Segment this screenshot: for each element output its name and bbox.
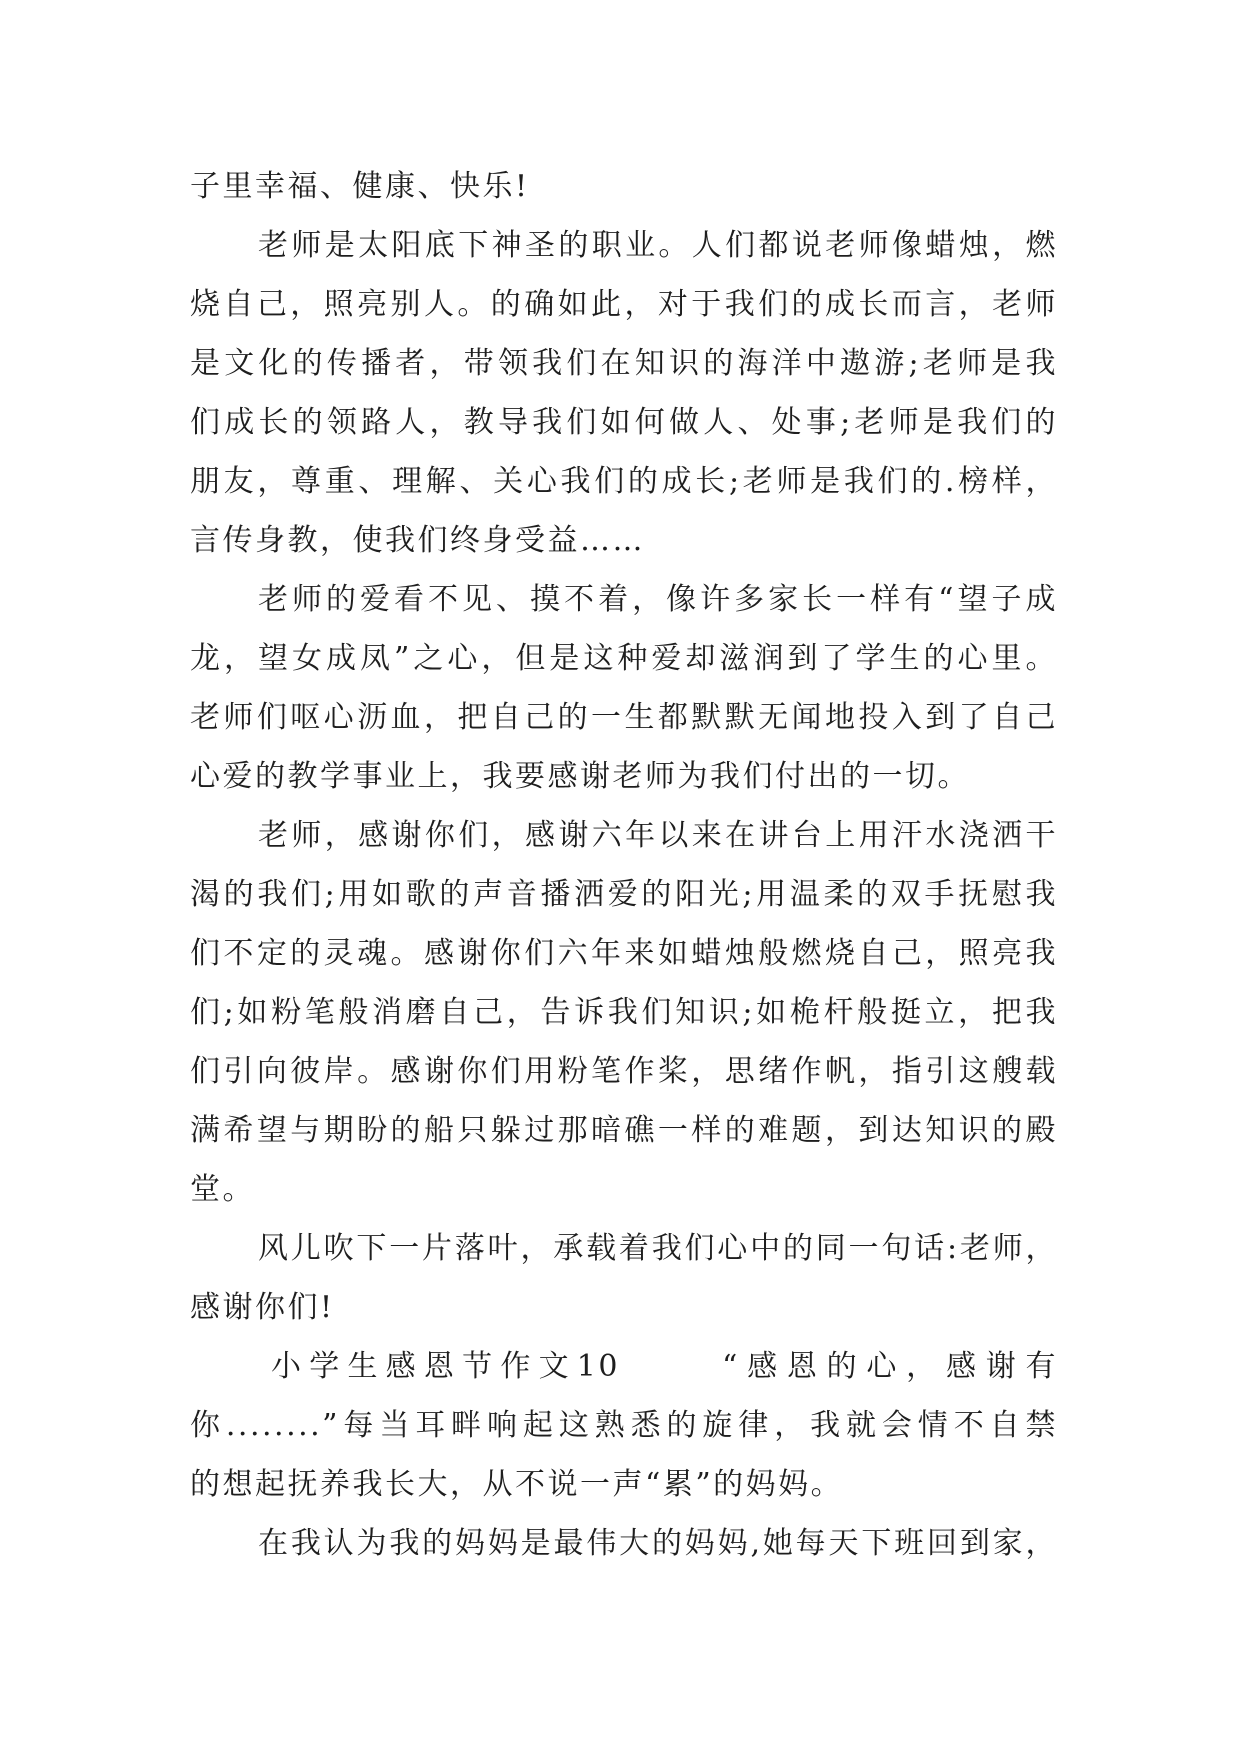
essay-title-line bbox=[190, 1337, 1058, 1396]
paragraph-line: 在我认为我的妈妈是最伟大的妈妈,她每天下班回到家， bbox=[258, 1526, 1058, 1561]
paragraph-line: 风儿吹下一片落叶，承载着我们心中的同一句话:老师， bbox=[258, 1231, 1058, 1266]
paragraph-line: 老师们呕心沥血，把自己的一生都默默无闻地投入到了自己 bbox=[190, 700, 1058, 735]
paragraph-line: 烧自己，照亮别人。的确如此，对于我们的成长而言，老师 bbox=[190, 287, 1058, 322]
paragraph-line: 你........”每当耳畔响起这熟悉的旋律，我就会情不自禁 bbox=[190, 1408, 1058, 1443]
paragraph-line: 的想起抚养我长大，从不说一声“累”的妈妈。 bbox=[190, 1467, 844, 1502]
paragraph-line: 老师，感谢你们，感谢六年以来在讲台上用汗水浇洒干 bbox=[258, 818, 1058, 853]
paragraph-continuation bbox=[190, 157, 1058, 216]
document-body bbox=[190, 157, 1058, 1573]
paragraph-line: 朋友，尊重、理解、关心我们的成长;老师是我们的.榜样， bbox=[190, 464, 1058, 499]
paragraph-thanks-teachers bbox=[190, 806, 1058, 1219]
paragraph-line: 老师是太阳底下神圣的职业。人们都说老师像蜡烛，燃 bbox=[258, 228, 1058, 263]
paragraph-line: 们成长的领路人，教导我们如何做人、处事;老师是我们的 bbox=[190, 405, 1058, 440]
paragraph-line: 心爱的教学事业上，我要感谢老师为我们付出的一切。 bbox=[190, 759, 970, 794]
paragraph-line: 老师的爱看不见、摸不着，像许多家长一样有“望子成 bbox=[258, 582, 1058, 617]
paragraph-line: 们;如粉笔般消磨自己，告诉我们知识;如桅杆般挺立，把我 bbox=[190, 995, 1058, 1030]
paragraph-teacher-love bbox=[190, 570, 1058, 806]
paragraph-falling-leaf bbox=[190, 1219, 1058, 1337]
paragraph-line: “感恩的心，感谢有 bbox=[722, 1349, 1058, 1384]
paragraph-line: 子里幸福、健康、快乐! bbox=[190, 169, 530, 204]
paragraph-line: 龙，望女成凤”之心，但是这种爱却滋润到了学生的心里。 bbox=[190, 641, 1058, 676]
paragraph-line: 言传身教，使我们终身受益…… bbox=[190, 523, 645, 558]
paragraph-line: 堂。 bbox=[190, 1172, 255, 1207]
paragraph-line: 是文化的传播者，带领我们在知识的海洋中遨游;老师是我 bbox=[190, 346, 1058, 381]
paragraph-line: 们不定的灵魂。感谢你们六年来如蜡烛般燃烧自己，照亮我 bbox=[190, 936, 1058, 971]
paragraph-line: 渴的我们;用如歌的声音播洒爱的阳光;用温柔的双手抚慰我 bbox=[190, 877, 1058, 912]
paragraph-essay-10 bbox=[190, 1337, 1058, 1514]
essay-title: 小学生感恩节作文10 bbox=[271, 1349, 620, 1384]
paragraph-greatest-mother bbox=[190, 1514, 1058, 1573]
paragraph-line: 满希望与期盼的船只躲过那暗礁一样的难题，到达知识的殿 bbox=[190, 1113, 1058, 1148]
paragraph-line: 感谢你们! bbox=[190, 1290, 335, 1325]
paragraph-teacher-profession bbox=[190, 216, 1058, 570]
paragraph-line: 们引向彼岸。感谢你们用粉笔作桨，思绪作帆，指引这艘载 bbox=[190, 1054, 1058, 1089]
